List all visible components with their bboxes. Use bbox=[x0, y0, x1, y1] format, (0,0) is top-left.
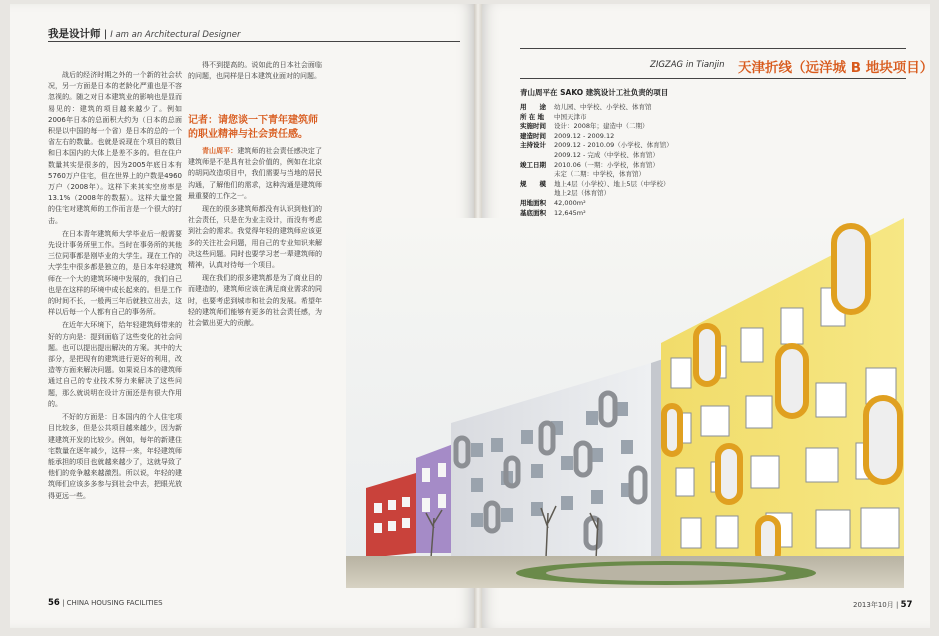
info-key bbox=[520, 170, 554, 180]
info-row bbox=[520, 170, 720, 180]
running-head-zh: 我是设计师 bbox=[48, 28, 101, 40]
info-row bbox=[520, 122, 720, 132]
info-key: 实施时间 bbox=[520, 122, 546, 131]
info-value: 2010.06（一期：小学校，体育馆） bbox=[554, 160, 659, 169]
page-number: 57 bbox=[900, 600, 913, 610]
info-value: 设计：2008年；建造中（二期） bbox=[554, 122, 649, 131]
left-column-2 bbox=[188, 146, 322, 331]
footer-right: 2013年10月 | 57 bbox=[853, 600, 913, 610]
info-value: 12,645m² bbox=[554, 208, 586, 217]
info-key: 所 在 地 bbox=[520, 112, 545, 121]
info-value: 42,000m² bbox=[554, 198, 586, 207]
info-value: 2009.12 - 完成（中学校、体育馆） bbox=[554, 150, 659, 159]
info-row bbox=[520, 180, 720, 190]
info-key bbox=[520, 151, 554, 161]
footer-text: CHINA HOUSING FACILITIES bbox=[66, 599, 163, 607]
page-number: 56 bbox=[48, 598, 60, 608]
qa-answer-text: 建筑师的社会责任感决定了建筑师是不是具有社会价值的，例如在北京的胡同改造项目中，我们需要与当地的居民沟通，了解他们的需求，这种沟通是建筑师最重要的工作之一。 bbox=[188, 147, 322, 200]
left-column-2-top bbox=[188, 60, 322, 84]
info-value: 未定（二期：中学校，体育馆） bbox=[554, 170, 645, 179]
info-key: 规 模 bbox=[520, 179, 546, 188]
qa-answer-name: 青山周平： bbox=[202, 147, 238, 155]
info-row bbox=[520, 189, 720, 199]
info-row bbox=[520, 103, 720, 113]
info-row bbox=[520, 132, 720, 142]
title-en: ZIGZAG in Tianjin bbox=[650, 60, 725, 70]
building-photo bbox=[346, 218, 904, 588]
paragraph: 现在我们的很多建筑都是为了商业目的而建造的，建筑师应该在满足商业需求的同时，也要考虑到城市和社会的发展。希望年轻的建筑师们能够有更多的社会责任感，为社会做出更大的贡献。 bbox=[188, 274, 322, 328]
qa-question: 记者：请您谈一下青年建筑师的职业精神与社会责任感。 bbox=[188, 115, 318, 140]
info-value: 幼儿园、中学校、小学校、体育馆 bbox=[554, 103, 652, 111]
lawn-path bbox=[546, 565, 786, 581]
info-row bbox=[520, 199, 720, 209]
info-row bbox=[520, 151, 720, 161]
info-key: 主持设计 bbox=[520, 141, 546, 150]
info-key: 建造时间 bbox=[520, 131, 546, 140]
project-subtitle: 青山周平在 SAKO 建筑设计工社负责的项目 bbox=[520, 88, 669, 97]
header-rule bbox=[48, 41, 460, 42]
info-value: 地上2层（体育馆） bbox=[554, 189, 611, 198]
footer-text: 2013年10月 bbox=[853, 601, 894, 609]
info-row bbox=[520, 161, 720, 171]
paragraph: 在近年大环境下，给年轻建筑师带来的好的方向是：提到面临了这些变化的社会问题。也可以提出提出解决的方案。其中的大部分，是把现有的建筑进行更好的利用，改造等方面来解决问题。如果说日本的建筑师通过自己的专业技术努力来解决了这些问题，那么就说明在设计方面还是有很大作用的。 bbox=[48, 321, 182, 408]
title-bottom-rule bbox=[520, 78, 906, 79]
paragraph: 现在的很多建筑师都没有认识到他们的社会责任，只是在为业主设计，而没有考虑到社会的需求。我觉得年轻的建筑师应该更多的关注社会问题，用自己的专业知识来解决这些问题。同时也要学习老一辈建筑师的精神，认真对待每一个项目。 bbox=[188, 205, 322, 270]
info-row bbox=[520, 113, 720, 123]
info-value: 地上4层（小学校）、地上5层（中学校） bbox=[554, 179, 670, 188]
paragraph: 在日本青年建筑师大学毕业后一般需要先设计事务所里工作。当时在事务所的其他三位同事都是刚毕业的大学生。现在工作的大学生中很多都是独立的，是日本年轻建筑师在一个大的建筑环境中发展的，我们自己也是在这样的环境中成长起来的。但是工作的时间不长，一般两三年后就独立出去，这样以后每一个人都有自己的事务所。 bbox=[48, 229, 182, 317]
running-head: 我是设计师 | I am an Architectural Designer bbox=[48, 28, 241, 40]
title-zh: 天津折线（远洋城 B 地块项目） bbox=[738, 60, 934, 76]
info-value: 2009.12 - 2010.09（小学校、体育馆） bbox=[554, 141, 673, 150]
paragraph: 得不到提高的。说如此的日本社会面临的问题，也同样是日本建筑业面对的问题。 bbox=[188, 61, 322, 81]
info-value: 中国天津市 bbox=[554, 112, 587, 121]
paragraph: 不好的方面是：日本国内的个人住宅项目比较多，但是公共项目越来越少，因为新建建筑开发的比较少。例如，每年的新建住宅数量在逐年减少，这样一来，年轻建筑师能承担的项目也就越来越少了，这就导致了他们的竞争越来越激烈。所以说，年轻的建筑师们应该多多参与到社会中去，把眼光放得更远一些。 bbox=[48, 413, 182, 500]
info-row bbox=[520, 141, 720, 151]
title-top-rule bbox=[520, 48, 906, 49]
red-building bbox=[366, 473, 416, 558]
footer-left: 56 | CHINA HOUSING FACILITIES bbox=[48, 598, 163, 608]
project-info-table bbox=[520, 103, 720, 228]
info-key: 用地面积 bbox=[520, 198, 546, 207]
info-row bbox=[520, 209, 720, 219]
info-key: 基底面积 bbox=[520, 208, 546, 217]
paragraph: 战后的经济时期之外的一个新的社会状况，另一方面是日本的老龄化严重也是不容忽视的。随之对日本建筑业的影响也是显而易见的：建筑的项目越来越少了。例如2006年日本的总面积大约为（日本的总面积是以中国的每一个省）是日本的总的一个省左右的数量。也就是说现在个项目的数目和日本国内的大体上是差不多的。但在住户数量其实是很多的，因为2005年底日本有5760万户住宅，但在世界上的户数是4960万户（2008年）。这样下来其实空房率是13.1%（2008年的数据）。这样大量空置的住宅对建筑师的工作而言是一个很大的打击。 bbox=[48, 71, 182, 225]
running-head-en: I am an Architectural Designer bbox=[110, 30, 241, 40]
left-column-1 bbox=[48, 70, 182, 504]
info-key: 用 途 bbox=[520, 103, 546, 111]
info-value: 2009.12 - 2009.12 bbox=[554, 131, 615, 140]
info-key: 竣工日期 bbox=[520, 160, 546, 169]
info-key bbox=[520, 189, 554, 199]
paragraph bbox=[188, 146, 322, 202]
